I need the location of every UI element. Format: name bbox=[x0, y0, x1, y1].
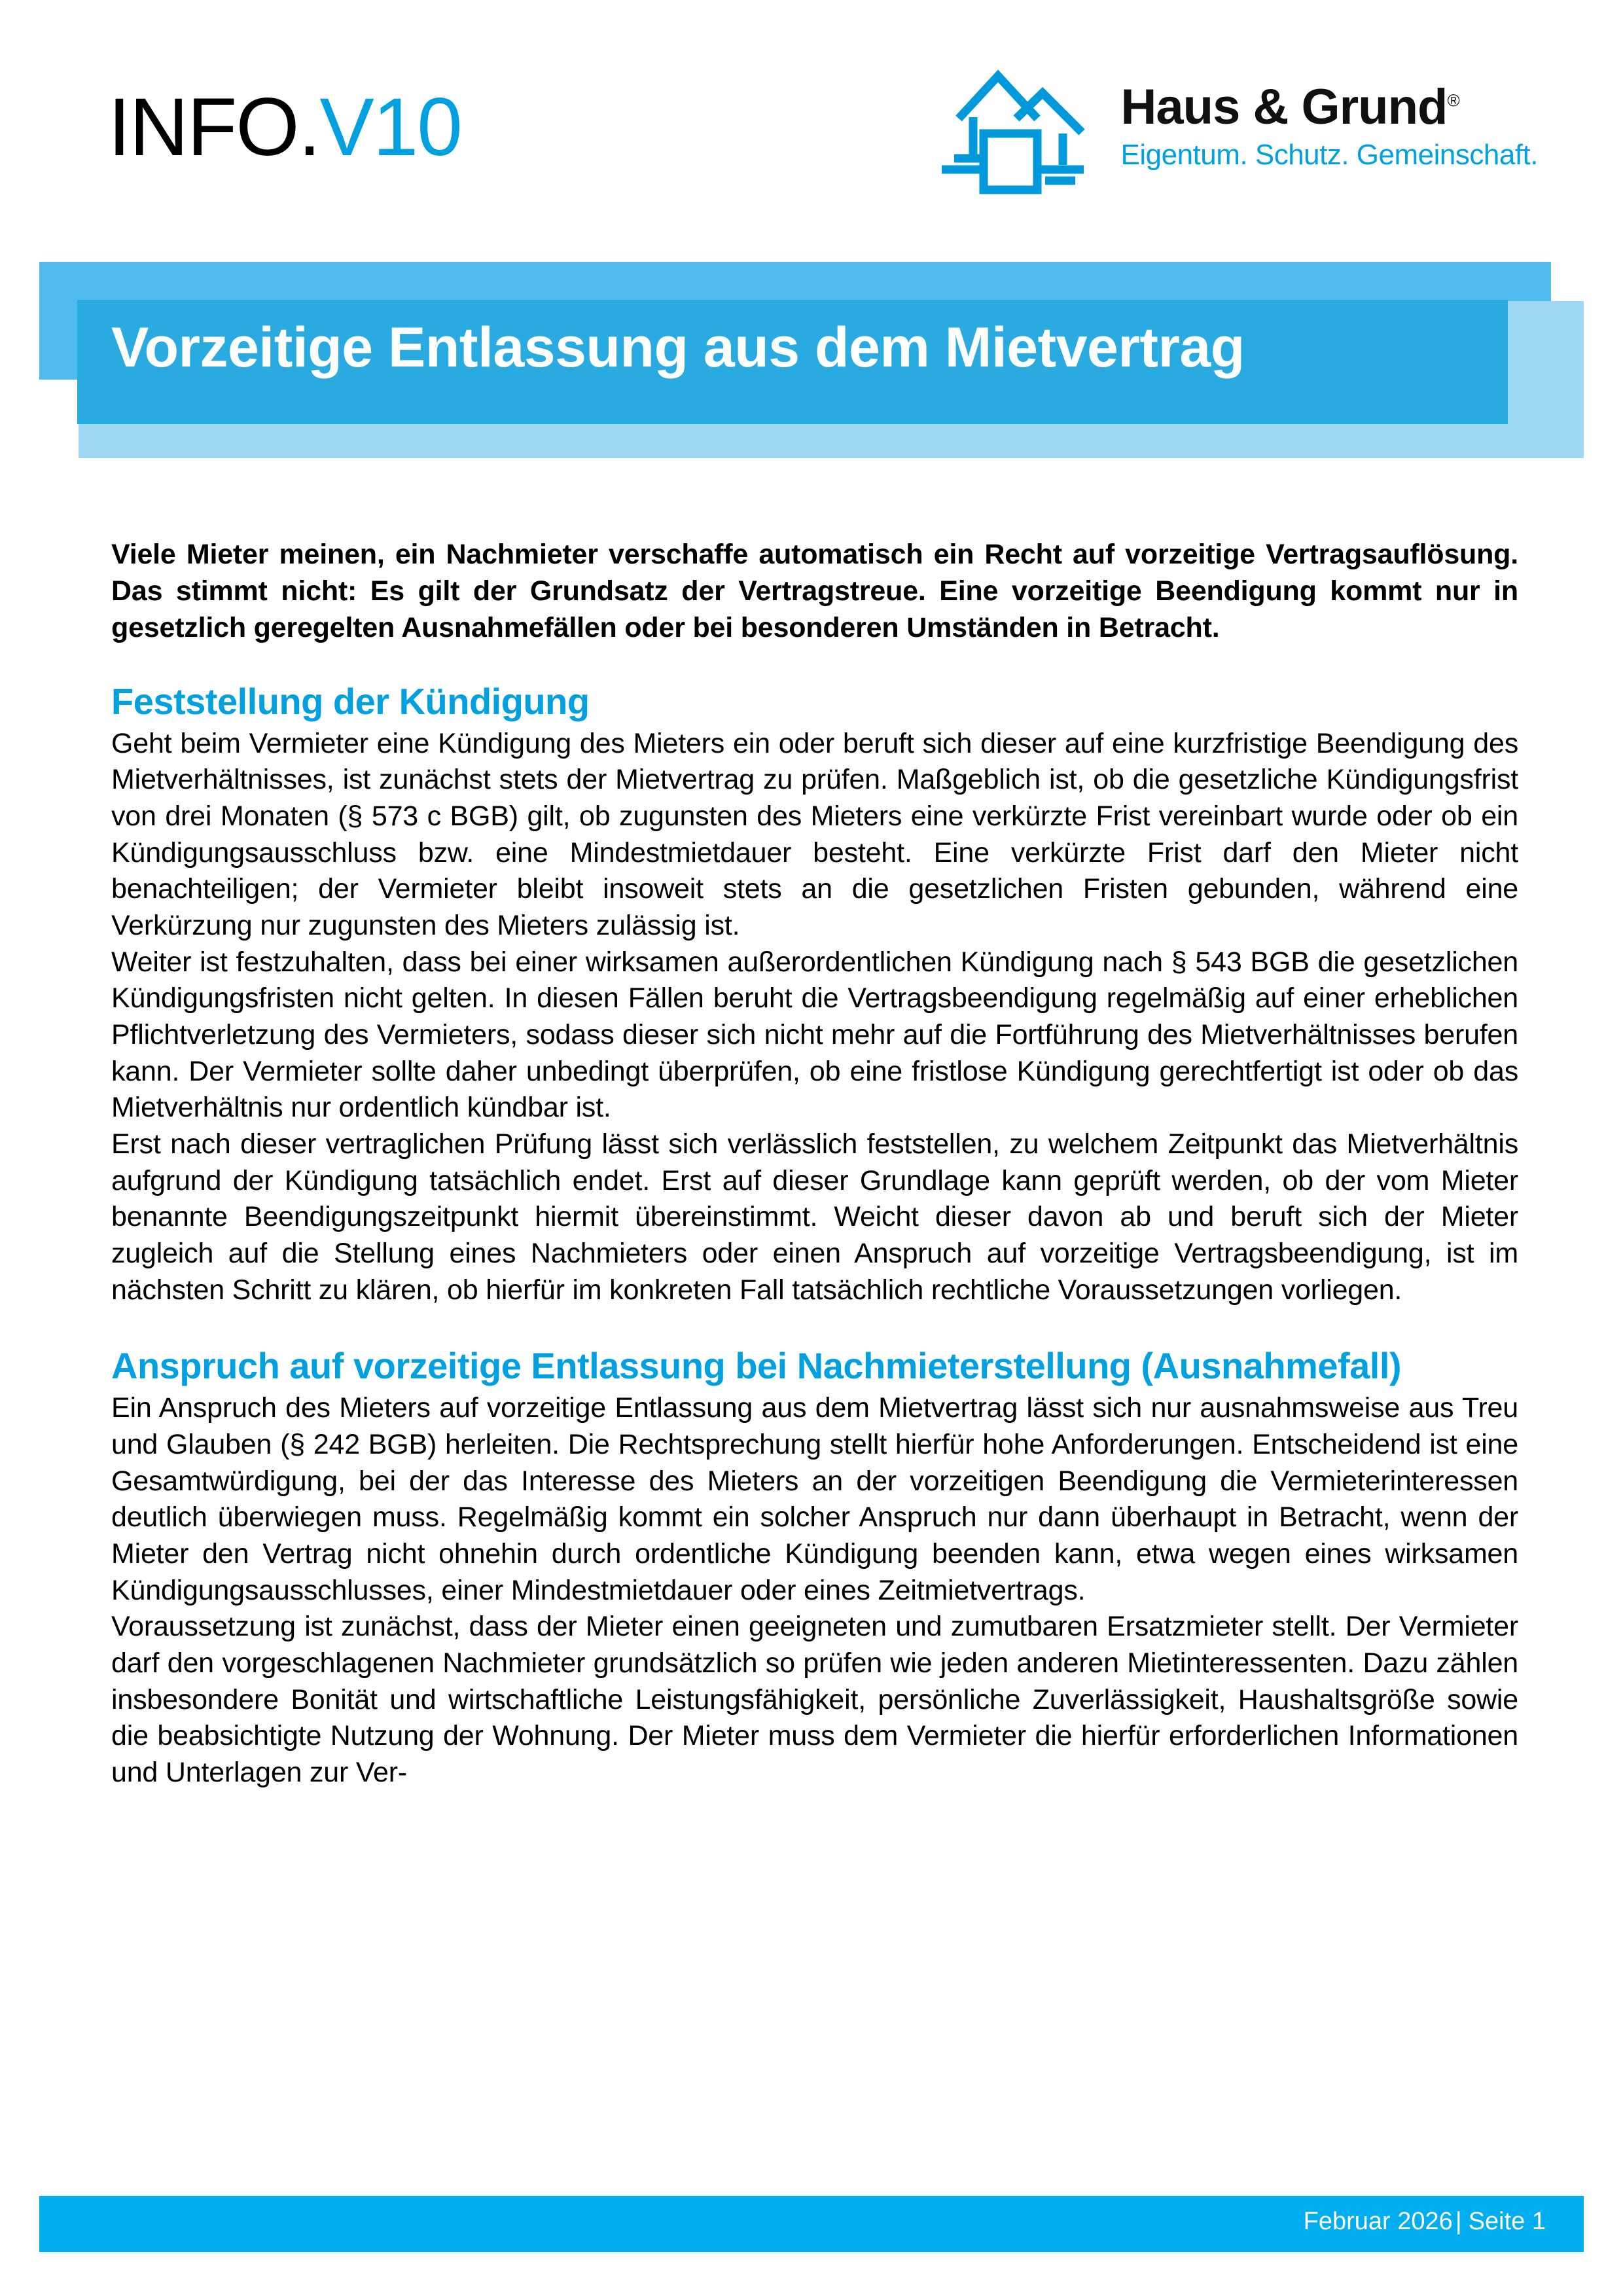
document-body bbox=[111, 537, 1518, 1791]
section-1-paragraph-3: Erst nach dieser vertraglichen Prüfung lässt sich verlässlich feststellen, zu welchem Zeitpunkt das Mietverhältnis aufgrund der Kündigung tatsächlich endet. Erst auf dieser Grundlage kann geprüft werden, ob der vom Mieter benannte Beendigungszeitpunkt hiermit übereinstimmt. Weicht dieser davon ab und beruft sich der Mieter zugleich auf die Stellung eines Nachmieters oder einen Anspruch auf vorzeitige Vertragsbeendigung, ist im nächsten Schritt zu klären, ob hierfür im konkreten Fall tatsächlich rechtliche Voraussetzungen vorliegen. bbox=[111, 1128, 1518, 1306]
section-1-paragraph-1: Geht beim Vermieter eine Kündigung des Mieters ein oder beruft sich dieser auf eine kurzfristige Beendigung des Mietverhältnisses, ist zunächst stets der Mietvertrag zu prüfen. Maßgeblich ist, ob die gesetzliche Kündigungsfrist von drei Monaten (§ 573 c BGB) gilt, ob zugunsten des Mieters eine verkürzte Frist vereinbart wurde oder ob ein Kündigungsausschluss bzw. eine Mindestmietdauer besteht. Eine verkürzte Frist darf den Mieter nicht benachteiligen; der Vermieter bleibt insoweit stets an die gesetzlichen Fristen gebunden, während eine Verkürzung nur zugunsten des Mieters zulässig ist. bbox=[111, 727, 1518, 941]
page-title: Vorzeitige Entlassung aus dem Mietvertrag bbox=[111, 316, 1245, 379]
brand-name-text: Haus & Grund bbox=[1120, 79, 1448, 135]
info-wordmark bbox=[108, 82, 461, 173]
info-wordmark-prefix: INFO. bbox=[108, 82, 320, 173]
section-1-paragraph-2: Weiter ist festzuhalten, dass bei einer wirksamen außerordentlichen Kündigung nach § 543 BGB die gesetzlichen Kündigungsfristen nicht gelten. In diesen Fällen beruht die Vertragsbeendigung regelmäßig auf einer erheblichen Pflichtverletzung des Vermieters, sodass dieser sich nicht mehr auf die Fortführung des Mietverhältnisses berufen kann. Der Vermieter sollte daher unbedingt überprüfen, ob eine fristlose Kündigung gerechtfertigt ist oder ob das Mietverhältnis nur ordentlich kündbar ist. bbox=[111, 946, 1518, 1124]
section-2-paragraph-2: Voraussetzung ist zunächst, dass der Mieter einen geeigneten und zumutbaren Ersatzmieter stellt. Der Vermieter darf den vorgeschlagenen Nachmieter grundsätzlich so prüfen wie jeden anderen Mietinteressenten. Dazu zählen insbesondere Bonität und wirtschaftliche Leistungsfähigkeit, persönliche Zuverlässigkeit, Haushaltsgröße sowie die beabsichtigte Nutzung der Wohnung. Der Mieter muss dem Vermieter die hierfür erforderlichen Informationen und Unterlagen zur Ver- bbox=[111, 1611, 1518, 1789]
brand-name bbox=[1120, 79, 1459, 135]
section-2-paragraph-1: Ein Anspruch des Mieters auf vorzeitige Entlassung aus dem Mietvertrag lässt sich nur ausnahmsweise aus Treu und Glauben (§ 242 BGB) herleiten. Die Rechtsprechung stellt hierfür hohe Anforderungen. Entscheidend ist eine Gesamtwürdigung, bei der das Interesse des Mieters an der vorzeitigen Beendigung die Vermieterinteressen deutlich überwiegen muss. Regelmäßig kommt ein solcher Anspruch nur dann überhaupt in Betracht, wenn der Mieter den Vertrag nicht ohnehin durch ordentliche Kündigung beenden kann, etwa wegen eines wirksamen Kündigungsausschlusses, einer Mindestmietdauer oder eines Zeitmietvertrags. bbox=[111, 1392, 1518, 1606]
lead-paragraph: Viele Mieter meinen, ein Nachmieter verschaffe automatisch ein Recht auf vorzeitige Vertragsauflösung. Das stimmt nicht: Es gilt der Grundsatz der Vertragstreue. Eine vorzeitige Beendigung kommt nur in gesetzlich geregelten Ausnahmefällen oder bei besonderen Umständen in Betracht. bbox=[111, 539, 1518, 643]
section-heading-anspruch: Anspruch auf vorzeitige Entlassung bei Nachmieterstellung (Ausnahmefall) bbox=[111, 1345, 1402, 1387]
footer-date: Februar 2026 bbox=[1303, 2208, 1453, 2235]
title-banner bbox=[0, 262, 1623, 458]
section-heading-feststellung: Feststellung der Kündigung bbox=[111, 680, 590, 722]
registered-trademark-icon: ® bbox=[1447, 90, 1459, 111]
info-wordmark-version: V10 bbox=[319, 82, 461, 173]
brand-text-block bbox=[1120, 79, 1538, 171]
haus-und-grund-logo bbox=[933, 65, 1538, 215]
footer-page-number: Seite 1 bbox=[1468, 2208, 1546, 2235]
brand-claim: Eigentum. Schutz. Gemeinschaft. bbox=[1120, 139, 1538, 171]
house-logo-icon bbox=[933, 68, 1096, 215]
footer-separator: | bbox=[1455, 2208, 1462, 2235]
page-footer bbox=[39, 2196, 1584, 2252]
footer-meta bbox=[1304, 2209, 1546, 2234]
page-header bbox=[0, 0, 1623, 249]
